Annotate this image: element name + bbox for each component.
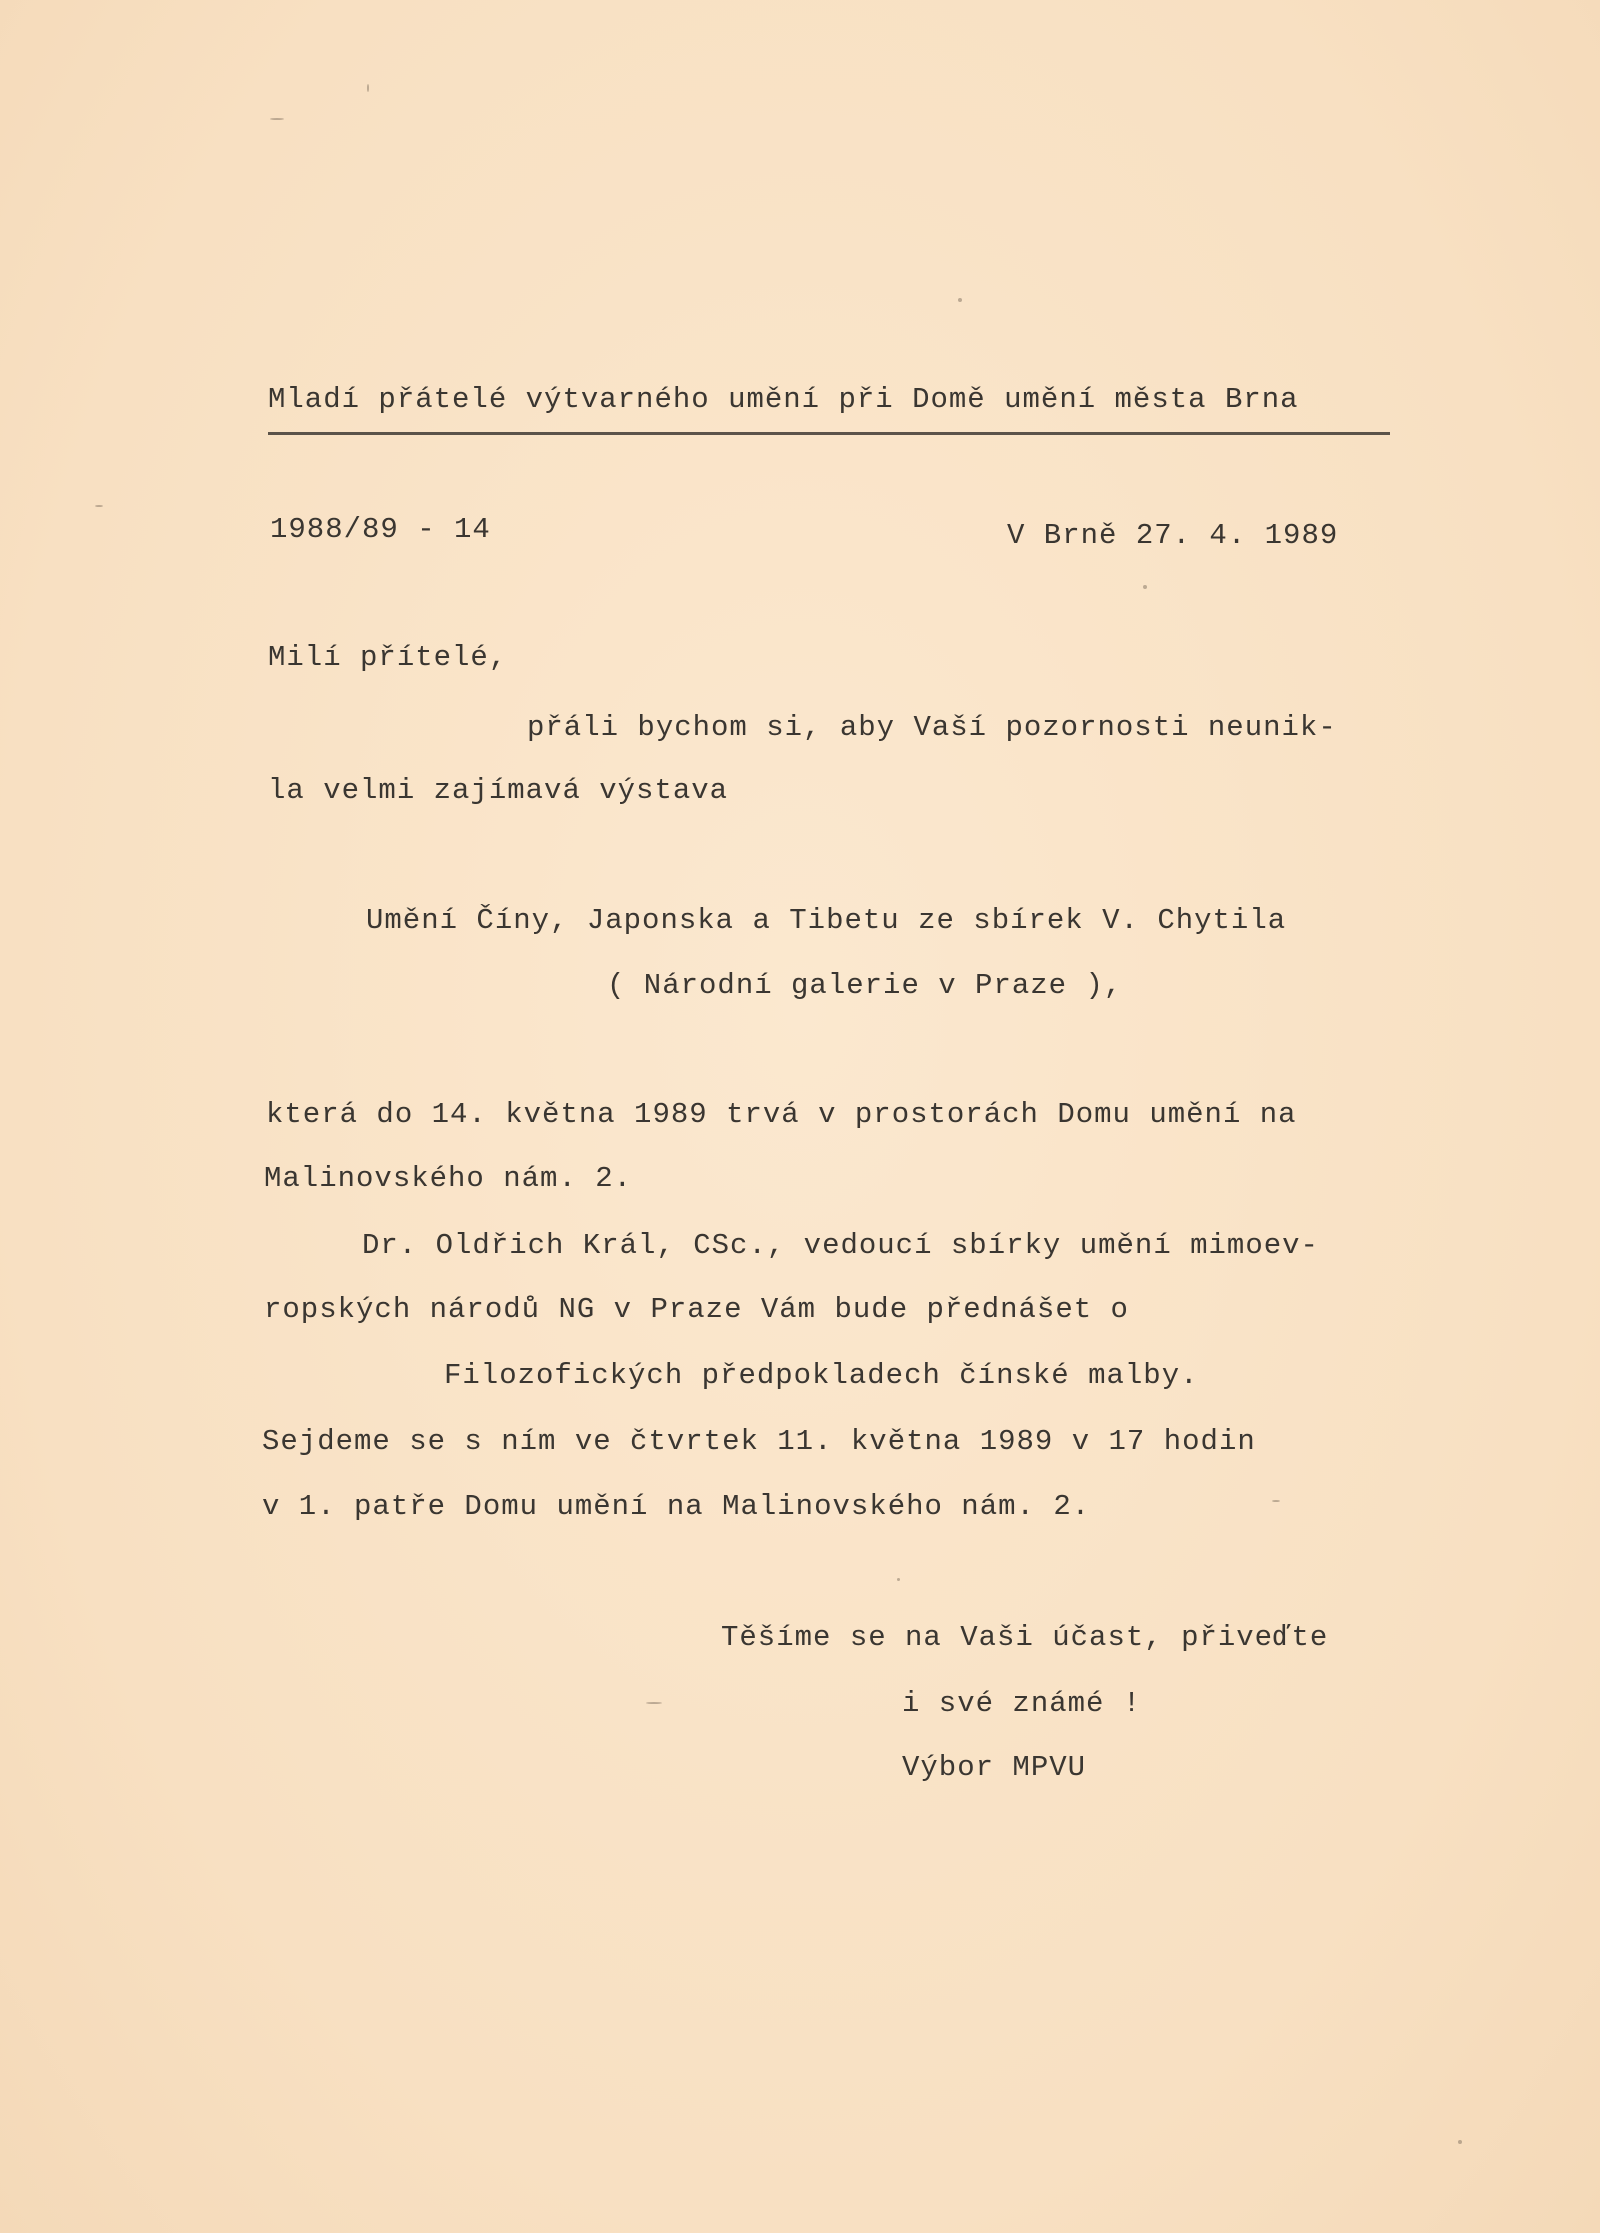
meeting-line-1: Sejdeme se s ním ve čtvrtek 11. května 1989 v 17 hodin (262, 1425, 1256, 1458)
paper-speck (1458, 2140, 1462, 2144)
reference-number: 1988/89 - 14 (270, 513, 491, 546)
lecturer-line-1: Dr. Oldřich Král, CSc., vedoucí sbírky umění mimoev- (362, 1229, 1319, 1262)
salutation: Milí přítelé, (268, 641, 508, 674)
header-underline (268, 432, 1390, 435)
intro-line-1: přáli bychom si, aby Vaší pozornosti neunik- (527, 711, 1337, 744)
organization-header: Mladí přátelé výtvarného umění při Domě umění města Brna (268, 383, 1299, 416)
exhibition-venue: ( Národní galerie v Praze ), (607, 969, 1123, 1002)
paper-speck (1143, 585, 1147, 589)
paper-speck (367, 84, 369, 92)
duration-line-2: Malinovského nám. 2. (264, 1162, 633, 1195)
exhibition-title: Umění Číny, Japonska a Tibetu ze sbírek V. Chytila (366, 904, 1287, 937)
meeting-line-2: v 1. patře Domu umění na Malinovského nám. 2. (262, 1490, 1091, 1523)
paper-speck (646, 1702, 662, 1704)
place-date: V Brně 27. 4. 1989 (1007, 519, 1339, 552)
duration-line-1: která do 14. května 1989 trvá v prostorách Domu umění na (266, 1098, 1297, 1131)
paper-speck (897, 1578, 900, 1581)
paper-speck (270, 118, 284, 120)
lecture-topic: Filozofických předpokladech čínské malby. (444, 1359, 1199, 1392)
paper-speck (1272, 1500, 1280, 1502)
signature: Výbor MPVU (902, 1751, 1087, 1784)
intro-line-2: la velmi zajímavá výstava (268, 774, 729, 807)
paper-speck (95, 505, 103, 507)
paper-speck (958, 298, 962, 302)
lecturer-line-2: ropských národů NG v Praze Vám bude přednášet o (264, 1293, 1129, 1326)
closing-line-2: i své známé ! (902, 1687, 1142, 1720)
closing-line-1: Těšíme se na Vaši účast, přiveďte (721, 1621, 1329, 1654)
